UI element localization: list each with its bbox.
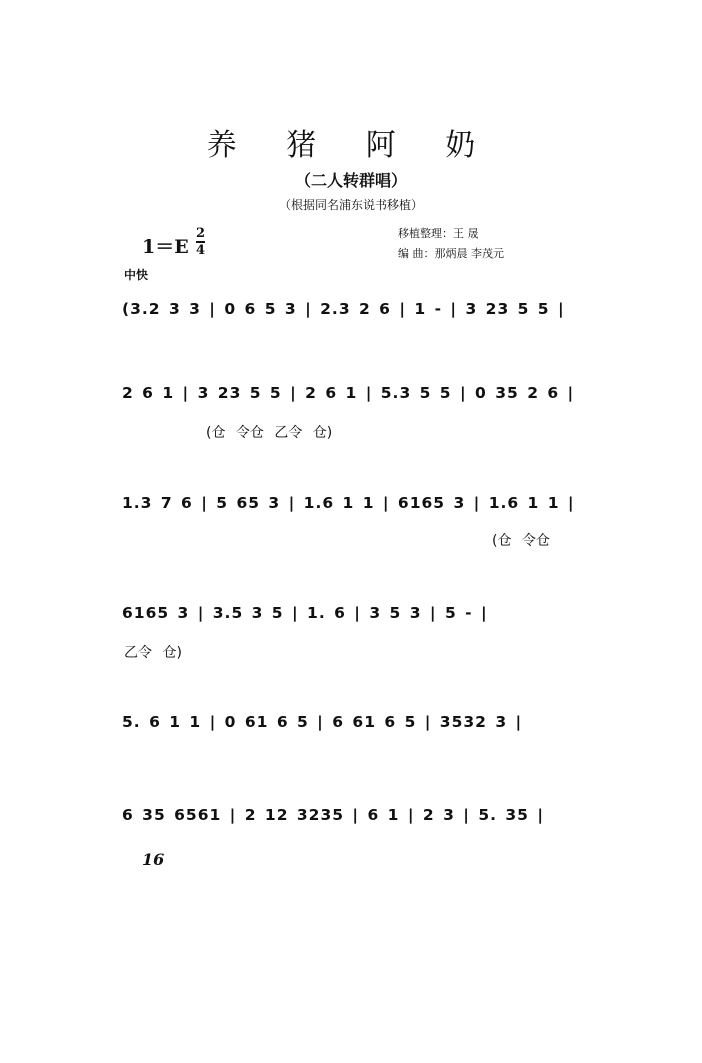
percussion-line-3: (仓 令仓: [492, 533, 550, 549]
percussion-line-2: (仓 令仓 乙令 仓): [206, 425, 333, 441]
meter-numerator: 2: [196, 226, 206, 241]
time-signature: [196, 227, 205, 257]
score-line-5: 5. 6 1 1 | 0 61 6 5 | 6 61 6 5 | 3532 3 |: [122, 713, 523, 731]
score-line-4: 6165 3 | 3.5 3 5 | 1. 6 | 3 5 3 | 5 - |: [122, 604, 488, 622]
score-line-3: 1.3 7 6 | 5 65 3 | 1.6 1 1 | 6165 3 | 1.6 1 1 |: [122, 494, 575, 512]
score-line-6: 6 35 6561 | 2 12 3235 | 6 1 | 2 3 | 5. 35 |: [122, 806, 545, 824]
score-line-2: 2 6 1 | 3 23 5 5 | 2 6 1 | 5.3 5 5 | 0 35 2 6 |: [122, 384, 575, 402]
key-signature: 1＝E: [142, 236, 189, 258]
arranger-credit: 移植整理：王 晟: [398, 227, 479, 240]
song-title: 养 猪 阿 奶: [206, 128, 496, 163]
percussion-line-4: 乙令 仓): [124, 645, 182, 661]
score-line-1: (3.2 3 3 | 0 6 5 3 | 2.3 2 6 | 1 - | 3 23 5 5 |: [122, 300, 565, 318]
composer-credit: 编 曲：那炳晨 李茂元: [398, 247, 504, 260]
performance-form-subtitle: （二人转群唱）: [294, 171, 407, 190]
tempo-marking: 中快: [124, 268, 149, 282]
meter-denominator: 4: [196, 242, 206, 258]
page-number: 16: [142, 850, 165, 869]
source-note: （根据同名浦东说书移植）: [278, 198, 423, 212]
